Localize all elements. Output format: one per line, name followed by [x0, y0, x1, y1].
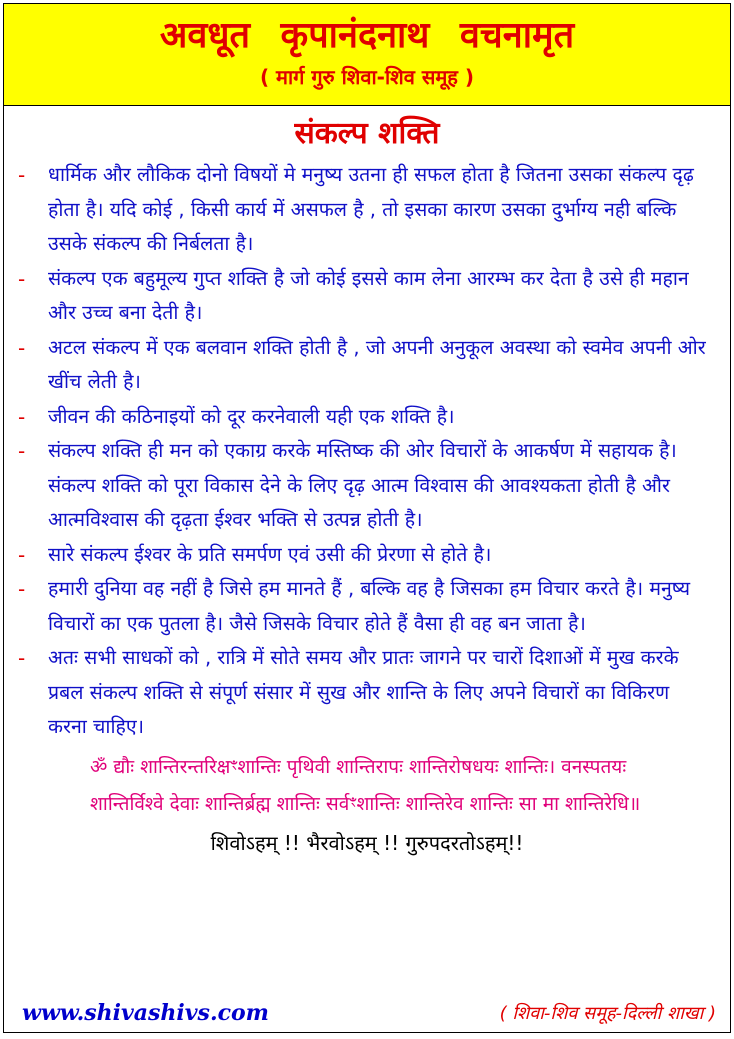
list-item	[18, 331, 712, 400]
footer	[4, 1000, 730, 1026]
list-item	[18, 262, 712, 331]
point-text: अटल संकल्प में एक बलवान शक्ति होती है , जो अपनी अनुकूल अवस्था को स्वमेव अपनी ओर खींच लेती है।	[48, 335, 706, 393]
point-text: सारे संकल्प ईश्वर के प्रति समर्पण एवं उसी की प्रेरणा से होते है।	[48, 542, 492, 566]
bullet-dash: -	[18, 404, 26, 429]
bullet-dash: -	[18, 646, 26, 670]
point-text: धार्मिक और लौकिक दोनो विषयों मे मनुष्य उतना ही सफल होता है जितना उसका संकल्प दृढ़ होता है। यदि कोई , किसी कार्य में असफल है , तो इसका कारण उसका दुर्भाग्य नही बल्कि उसके संकल्प की निर्बलता है।	[48, 163, 694, 255]
page-subtitle: ( मार्ग गुरु शिवा-शिव समूह )	[259, 65, 475, 89]
list-item	[18, 158, 712, 262]
bullet-dash: -	[18, 577, 26, 601]
list-item	[18, 572, 712, 641]
page	[3, 3, 731, 1033]
point-text: अतः सभी साधकों को , रात्रि में सोते समय और प्रातः जागने पर चारों दिशाओं में मुख करके प्रबल संकल्प शक्ति से संपूर्ण संसार में सुख और शान्ति के लिए अपने विचारों का विकिरण करना चाहिए।	[48, 646, 679, 738]
points-list	[4, 158, 730, 745]
point-text: संकल्प शक्ति ही मन को एकाग्र करके मस्तिष्क की ओर विचारों के आकर्षण में सहायक है।संकल्प शक्ति को पूरा विकास देने के लिए दृढ़ आत्म विश्वास की आवश्यकता होती है और आत्मविश्वास की दृढ़ता ईश्वर भक्ति से उत्पन्न होती है।	[48, 439, 677, 531]
bullet-dash: -	[18, 163, 26, 187]
page-title: अवधूत कृपानंदनाथ वचनामृत	[159, 15, 575, 56]
bullet-dash: -	[18, 542, 26, 567]
list-item	[18, 641, 712, 745]
topic-heading: संकल्प शक्ति	[294, 116, 440, 151]
website-link[interactable]: www.shivashivs.com	[22, 1000, 269, 1026]
branch-label: ( शिवा-शिव समूह-दिल्ली शाखा )	[499, 1003, 716, 1024]
point-text: संकल्प एक बहुमूल्य गुप्त शक्ति है जो कोई इससे काम लेना आरम्भ कर देता है उसे ही महान और उच्च बना देती है।	[48, 266, 689, 324]
list-item	[18, 400, 712, 435]
bullet-dash: -	[18, 266, 26, 291]
bullet-dash: -	[18, 335, 26, 360]
header-banner	[4, 4, 730, 106]
point-text: हमारी दुनिया वह नहीं है जिसे हम मानते हैं , बल्कि वह है जिसका हम विचार करते है। मनुष्य विचारों का एक पुतला है। जैसे जिसके विचार होते हैं वैसा ही वह बन जाता है।	[48, 577, 691, 635]
list-item	[18, 538, 712, 573]
shanti-mantra: ॐ द्यौः शान्तिरन्तरिक्षꣳशान्तिः पृथिवी शान्तिरापः शान्तिरोषधयः शान्तिः। वनस्पतयः शान्तिर्विश्वे देवाः शान्तिर्ब्रह्म शान्तिः सर्वꣳशान्तिः शान्तिरेव शान्तिः सा मा शान्तिरेधि॥	[90, 755, 641, 815]
closing-line: शिवोऽहम् !! भैरवोऽहम् !! गुरुपदरतोऽहम्!!	[210, 830, 524, 855]
point-text: जीवन की कठिनाइयों को दूर करनेवाली यही एक शक्ति है।	[48, 404, 455, 428]
bullet-dash: -	[18, 439, 26, 463]
list-item	[18, 434, 712, 538]
